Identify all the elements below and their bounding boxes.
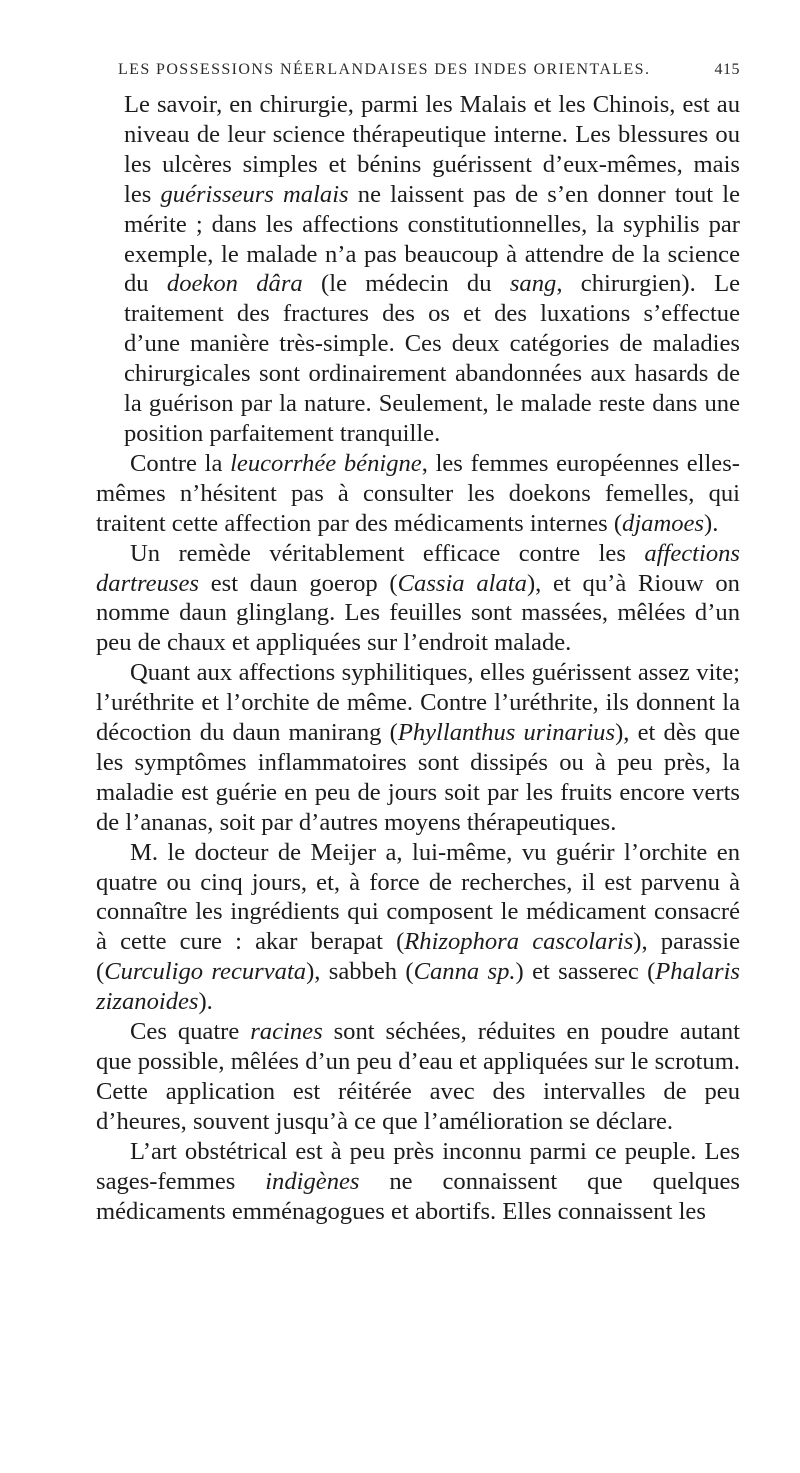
text-run: ), sabbeh ( (306, 958, 414, 986)
text-run: , chirurgien). Le traitement des fractures des os et des luxations s’effectue d’une manière très-simple. Ces deux catégories de maladies chirurgicales sont ordinairement abandonnées aux hasards de la guérison par la nature. Seulement, le malade reste dans une position parfaitement tranquille. (124, 270, 741, 447)
paragraph (96, 838, 740, 1017)
text-run: ), parassie ( (96, 928, 740, 986)
paragraph (96, 1137, 740, 1227)
italic-term: Phyllanthus urinarius (397, 719, 616, 747)
text-run: ). (704, 509, 719, 537)
italic-term: Phalaris zizanoides (96, 958, 740, 1016)
text-run: sont séchées, réduites en poudre autant que possible, mêlées d’un peu d’eau et appliquées sur le scrotum. Cette application est réitérée avec des intervalles de peu d’heures, souvent jusqu’à ce que l’amélioration se déclare. (96, 1018, 740, 1135)
italic-term: Rhizophora cascolaris (404, 928, 634, 956)
text-run: ). (198, 988, 213, 1016)
text-run: ne laissent pas de s’en donner tout le mérite ; dans les affections constitutionnelles, la syphilis par exemple, le malade n’a pas beaucoup à attendre de la science du (124, 180, 741, 298)
italic-term: doekon dâra (166, 270, 303, 298)
paragraph (96, 90, 740, 449)
text-run: est daun goerop ( (198, 569, 398, 597)
text-run: L’art obstétrical est à peu près inconnu parmi ce peuple. Les sages-femmes (96, 1137, 740, 1195)
italic-term: djamoes (622, 509, 705, 537)
text-run: ) et sasserec ( (515, 958, 656, 986)
italic-term: guérisseurs malais (160, 180, 349, 208)
italic-term: indigènes (265, 1167, 360, 1195)
text-run: (le médecin du (302, 270, 510, 298)
italic-term: Canna sp. (413, 958, 516, 986)
text-run: Un remède véritablement efficace contre les (130, 539, 645, 567)
paragraph (96, 1017, 740, 1137)
body-text (96, 90, 740, 1226)
running-head-title: LES POSSESSIONS NÉERLANDAISES DES INDES ORIENTALES. (118, 61, 651, 78)
paragraph (96, 658, 740, 837)
text-run: ), et dès que les symptômes inflammatoires sont dissipés ou à peu près, la maladie est guérie en peu de jours soit par les fruits encore verts de l’ananas, soit par d’autres moyens thérapeutiques. (96, 719, 740, 836)
text-run: Ces quatre (130, 1018, 251, 1046)
page-number: 415 (714, 61, 740, 78)
text-run: M. le docteur de Meijer a, lui-même, vu guérir l’orchite en quatre ou cinq jours, et, à force de recherches, il est parvenu à connaître les ingrédients qui composent le médicament consacré à cette cure : akar berapat ( (96, 838, 740, 956)
text-run: ne connaissent que quelques médicaments emménagogues et abortifs. Elles connaissent les (96, 1167, 740, 1225)
italic-term: leucorrhée bénigne (230, 449, 422, 477)
italic-term: sang (509, 270, 557, 298)
italic-term: affections dartreuses (96, 539, 740, 597)
text-run: Le savoir, en chirurgie, parmi les Malais et les Chinois, est au niveau de leur science thérapeutique interne. Les blessures ou les ulcères simples et bénins guérissent d’eux-mêmes, mais les (124, 91, 740, 208)
italic-term: racines (250, 1018, 323, 1046)
text-run: ), et qu’à Riouw on nomme daun glinglang. Les feuilles sont massées, mêlées d’un peu de chaux et appliquées sur l’endroit malade. (96, 569, 740, 657)
text-run: Contre la (130, 449, 231, 477)
italic-term: Cassia alata (397, 569, 527, 597)
text-run: Quant aux affections syphilitiques, elles guérissent assez vite; l’uréthrite et l’orchite de même. Contre l’uréthrite, ils donnent la décoction du daun manirang ( (96, 659, 740, 747)
text-run: , les femmes européennes elles-mêmes n’hésitent pas à consulter les doekons femelles, qui traitent cette affection par des médicaments internes ( (96, 449, 740, 537)
paragraph (96, 539, 740, 659)
italic-term: Curculigo recurvata (104, 958, 307, 986)
paragraph (96, 449, 740, 539)
running-head (96, 58, 740, 82)
